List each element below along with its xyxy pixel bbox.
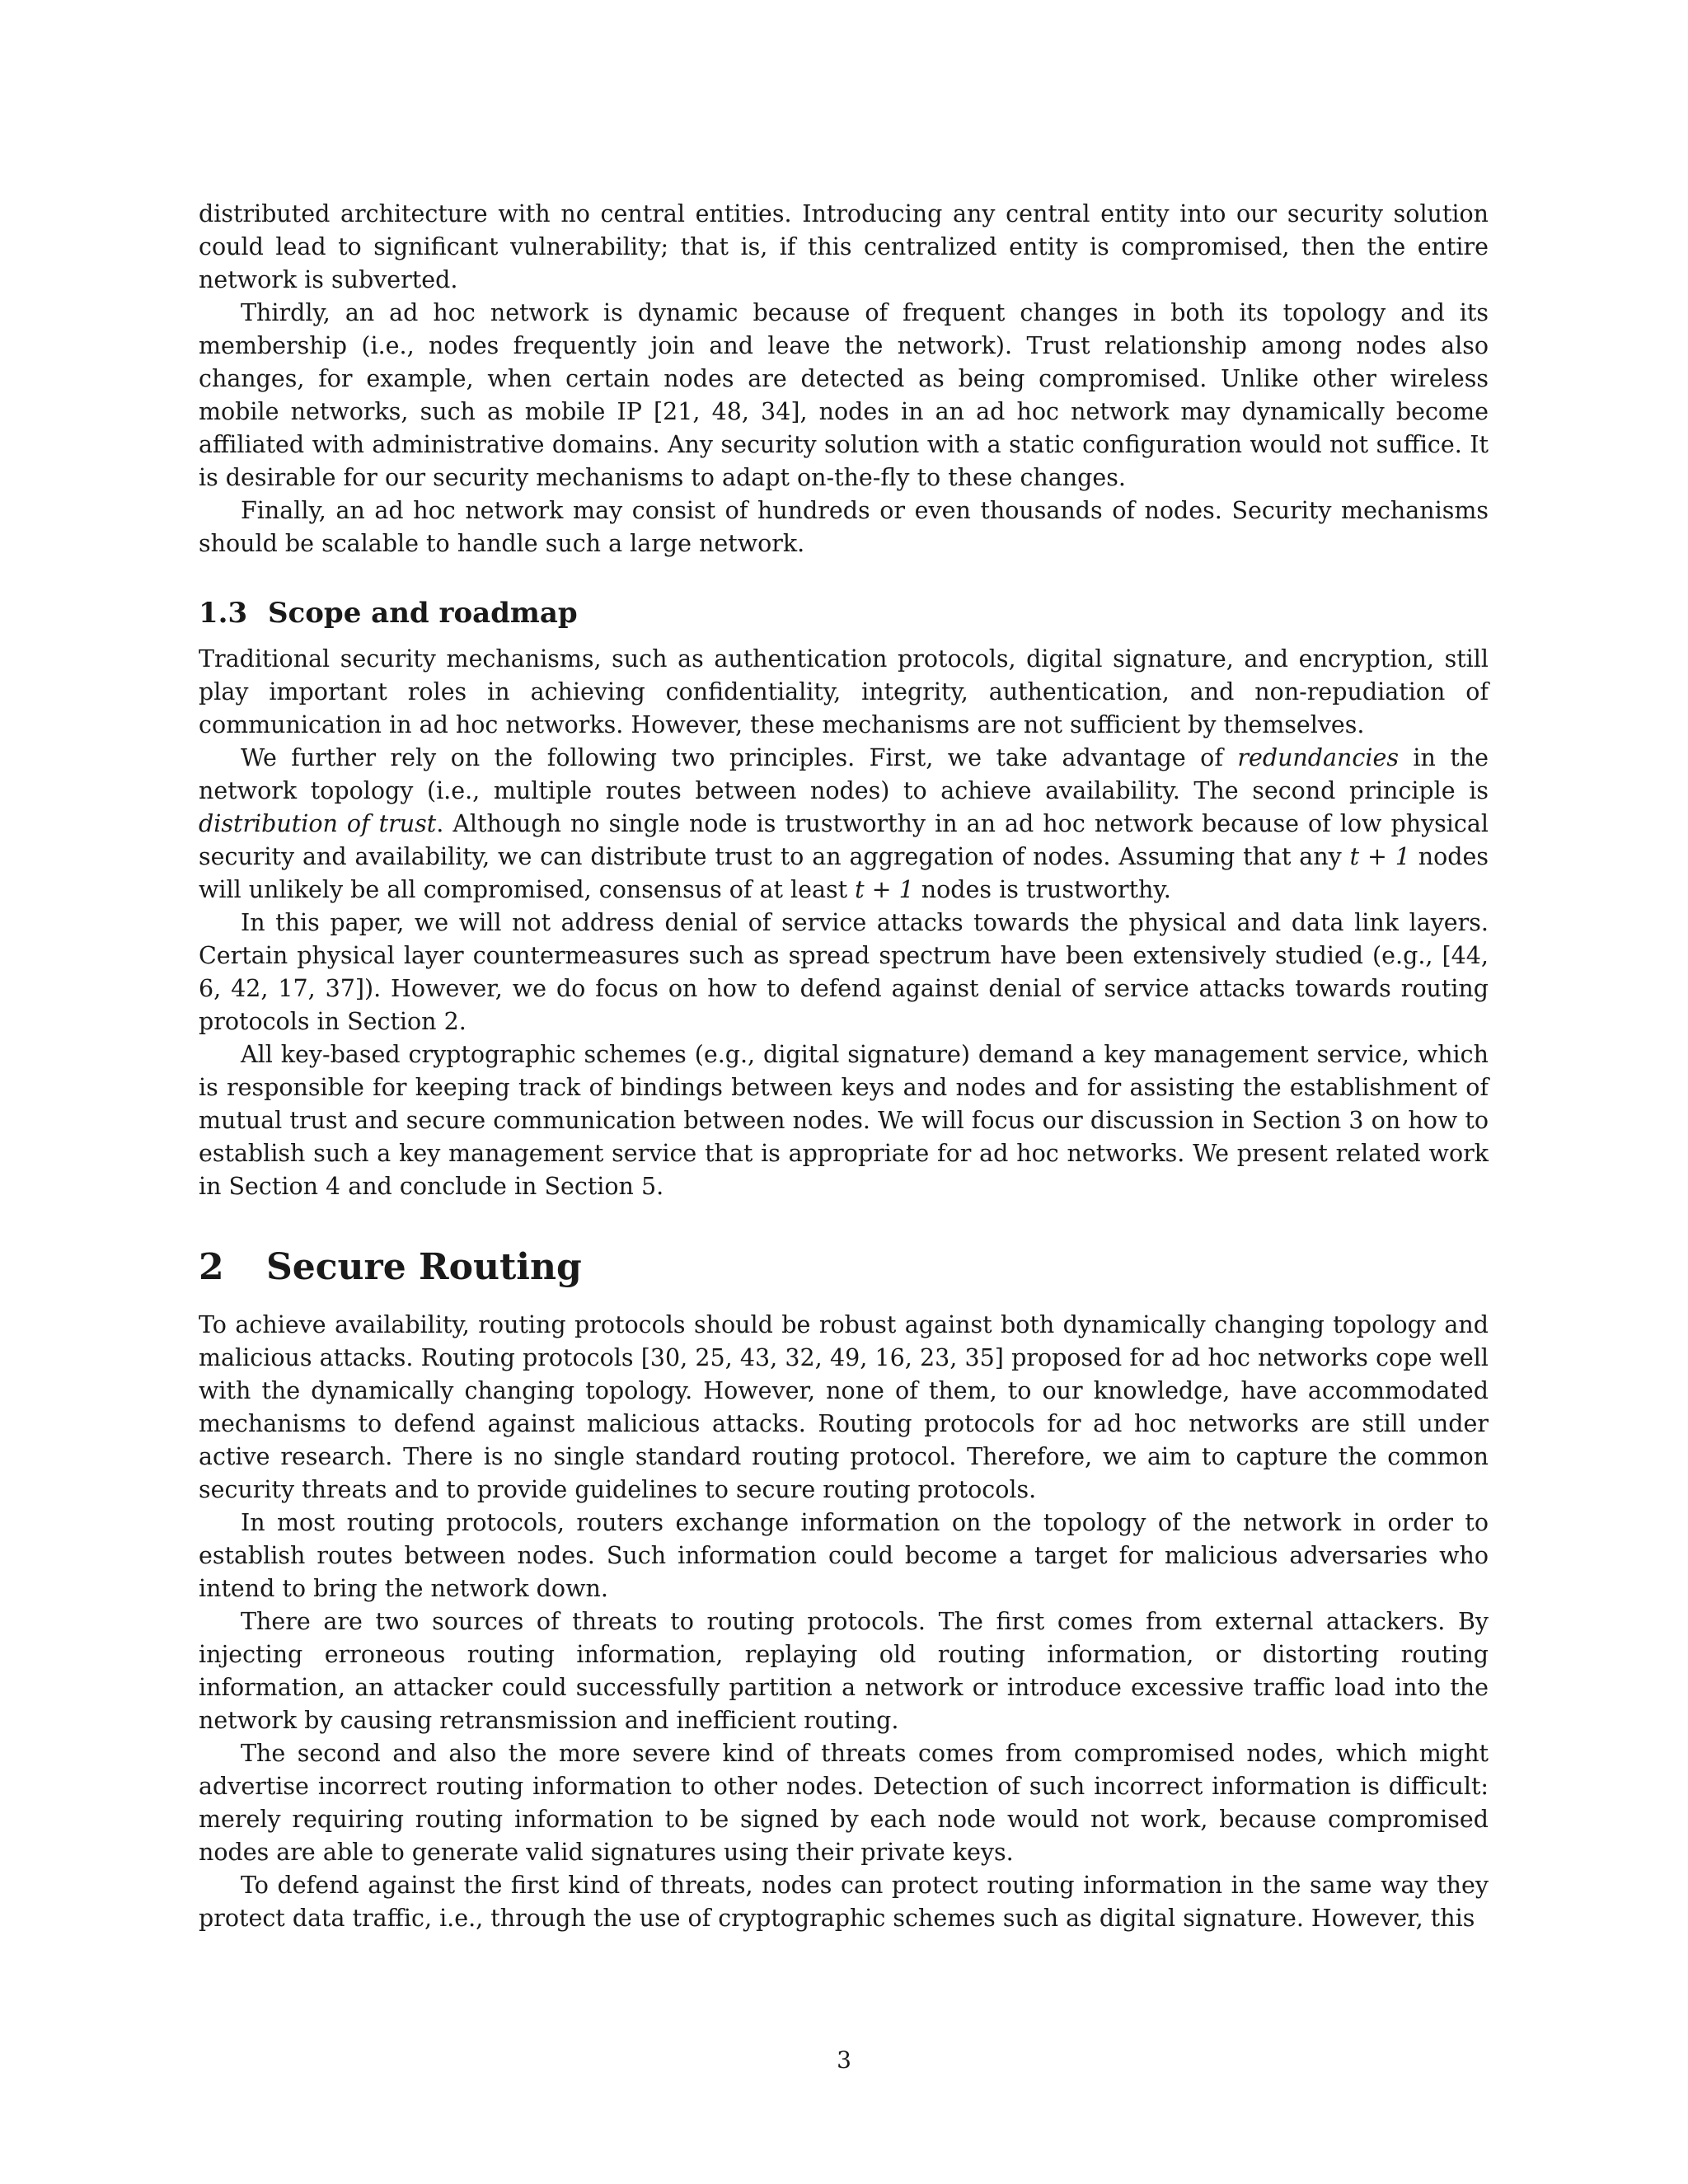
paragraph-thirdly: Thirdly, an ad hoc network is dynamic because of frequent changes in both its topology and its membership (i.e., nodes frequently join and leave the network). Trust relationship among nodes also changes, for example, when certain nodes are detected as being compromised. Unlike other wireless mobile networks, such as mobile IP [21, 48, 34], nodes in an ad hoc network may dynamically become affiliated with administrative domains. Any security solution with a static configuration would not suffice. It is desirable for our security mechanisms to adapt on-the-fly to these changes. [199,299,1489,491]
paragraph-finally: Finally, an ad hoc network may consist of hundreds or even thousands of nodes. Security mechanisms should be scalable to handle such a large network. [199,497,1489,557]
text-run: We further rely on the following two principles. First, we take advantage of [241,744,1238,771]
paragraph-principles [199,742,1489,907]
text-run: nodes will unlikely be all compromised, consensus of at least [199,843,1489,903]
section-heading-2 [199,1246,1489,1289]
section-title: Scope and roadmap [268,597,578,630]
math-t-plus-1: t + 1 [855,876,914,903]
section-number: 2 [199,1246,224,1288]
paragraph-key-management: All key-based cryptographic schemes (e.g., digital signature) demand a key management service, which is responsible for keeping track of bindings between keys and nodes and for assisting the establishment of mutual trust and secure communication between nodes. We will focus our discussion in Section 3 on how to establish such a key management service that is appropriate for ad hoc networks. We present related work in Section 4 and conclude in Section 5. [199,1041,1489,1200]
paragraph-denial-of-service: In this paper, we will not address denial of service attacks towards the physical and data link layers. Certain physical layer countermeasures such as spread spectrum have been extensively studied (e.g., [44, 6, 42, 17, 37]). However, we do focus on how to defend against denial of service attacks towards routing protocols in Section 2. [199,909,1489,1035]
math-t-plus-1: t + 1 [1349,843,1410,870]
paragraph-routers-exchange: In most routing protocols, routers exchange information on the topology of the network in order to establish routes between nodes. Such information could become a target for malicious adversaries who intend to bring the network down. [199,1509,1489,1602]
paragraph-availability: To achieve availability, routing protocols should be robust against both dynamically changing topology and malicious attacks. Routing protocols [30, 25, 43, 32, 49, 16, 23, 35] proposed for ad hoc networks cope well with the dynamically changing topology. However, none of them, to our knowledge, have accommodated mechanisms to defend against malicious attacks. Routing protocols for ad hoc networks are still under active research. There is no single standard routing protocol. Therefore, we aim to capture the common security threats and to provide guidelines to secure routing protocols. [199,1311,1489,1503]
emphasis-distribution-of-trust: distribution of trust [199,810,437,837]
text-run: in the network topology (i.e., multiple routes between nodes) to achieve availability. The second principle is [199,744,1489,804]
section-heading-1-3 [199,597,1489,630]
paragraph-defend-first-kind: To defend against the first kind of threats, nodes can protect routing information in the same way they protect data traffic, i.e., through the use of cryptographic schemes such as digital signature. However, this [199,1872,1489,1932]
section-title: Secure Routing [266,1246,582,1288]
text-run: . Although no single node is trustworthy in an ad hoc network because of low physical security and availability, we can distribute trust to an aggregation of nodes. Assuming that any [199,810,1489,870]
page-body [199,198,1489,1935]
page-number: 3 [837,2046,851,2074]
emphasis-redundancies: redundancies [1237,744,1399,771]
paragraph-two-sources: There are two sources of threats to routing protocols. The first comes from external attackers. By injecting erroneous routing information, replaying old routing information, or distorting routing information, an attacker could successfully partition a network or introduce excessive traffic load into the network by causing retransmission and inefficient routing. [199,1608,1489,1734]
section-number: 1.3 [199,597,248,630]
paragraph-traditional: Traditional security mechanisms, such as authentication protocols, digital signature, and encryption, still play important roles in achieving confidentiality, integrity, authentication, and non-repudiation of communication in ad hoc networks. However, these mechanisms are not sufficient by themselves. [199,645,1489,738]
paragraph-continued: distributed architecture with no central entities. Introducing any central entity into our security solution could lead to significant vulnerability; that is, if this centralized entity is compromised, then the entire network is subverted. [199,200,1489,293]
text-run: nodes is trustworthy. [913,876,1171,903]
paragraph-compromised-nodes: The second and also the more severe kind of threats comes from compromised nodes, which might advertise incorrect routing information to other nodes. Detection of such incorrect information is difficult: merely requiring routing information to be signed by each node would not work, because compromised nodes are able to generate valid signatures using their private keys. [199,1740,1489,1866]
